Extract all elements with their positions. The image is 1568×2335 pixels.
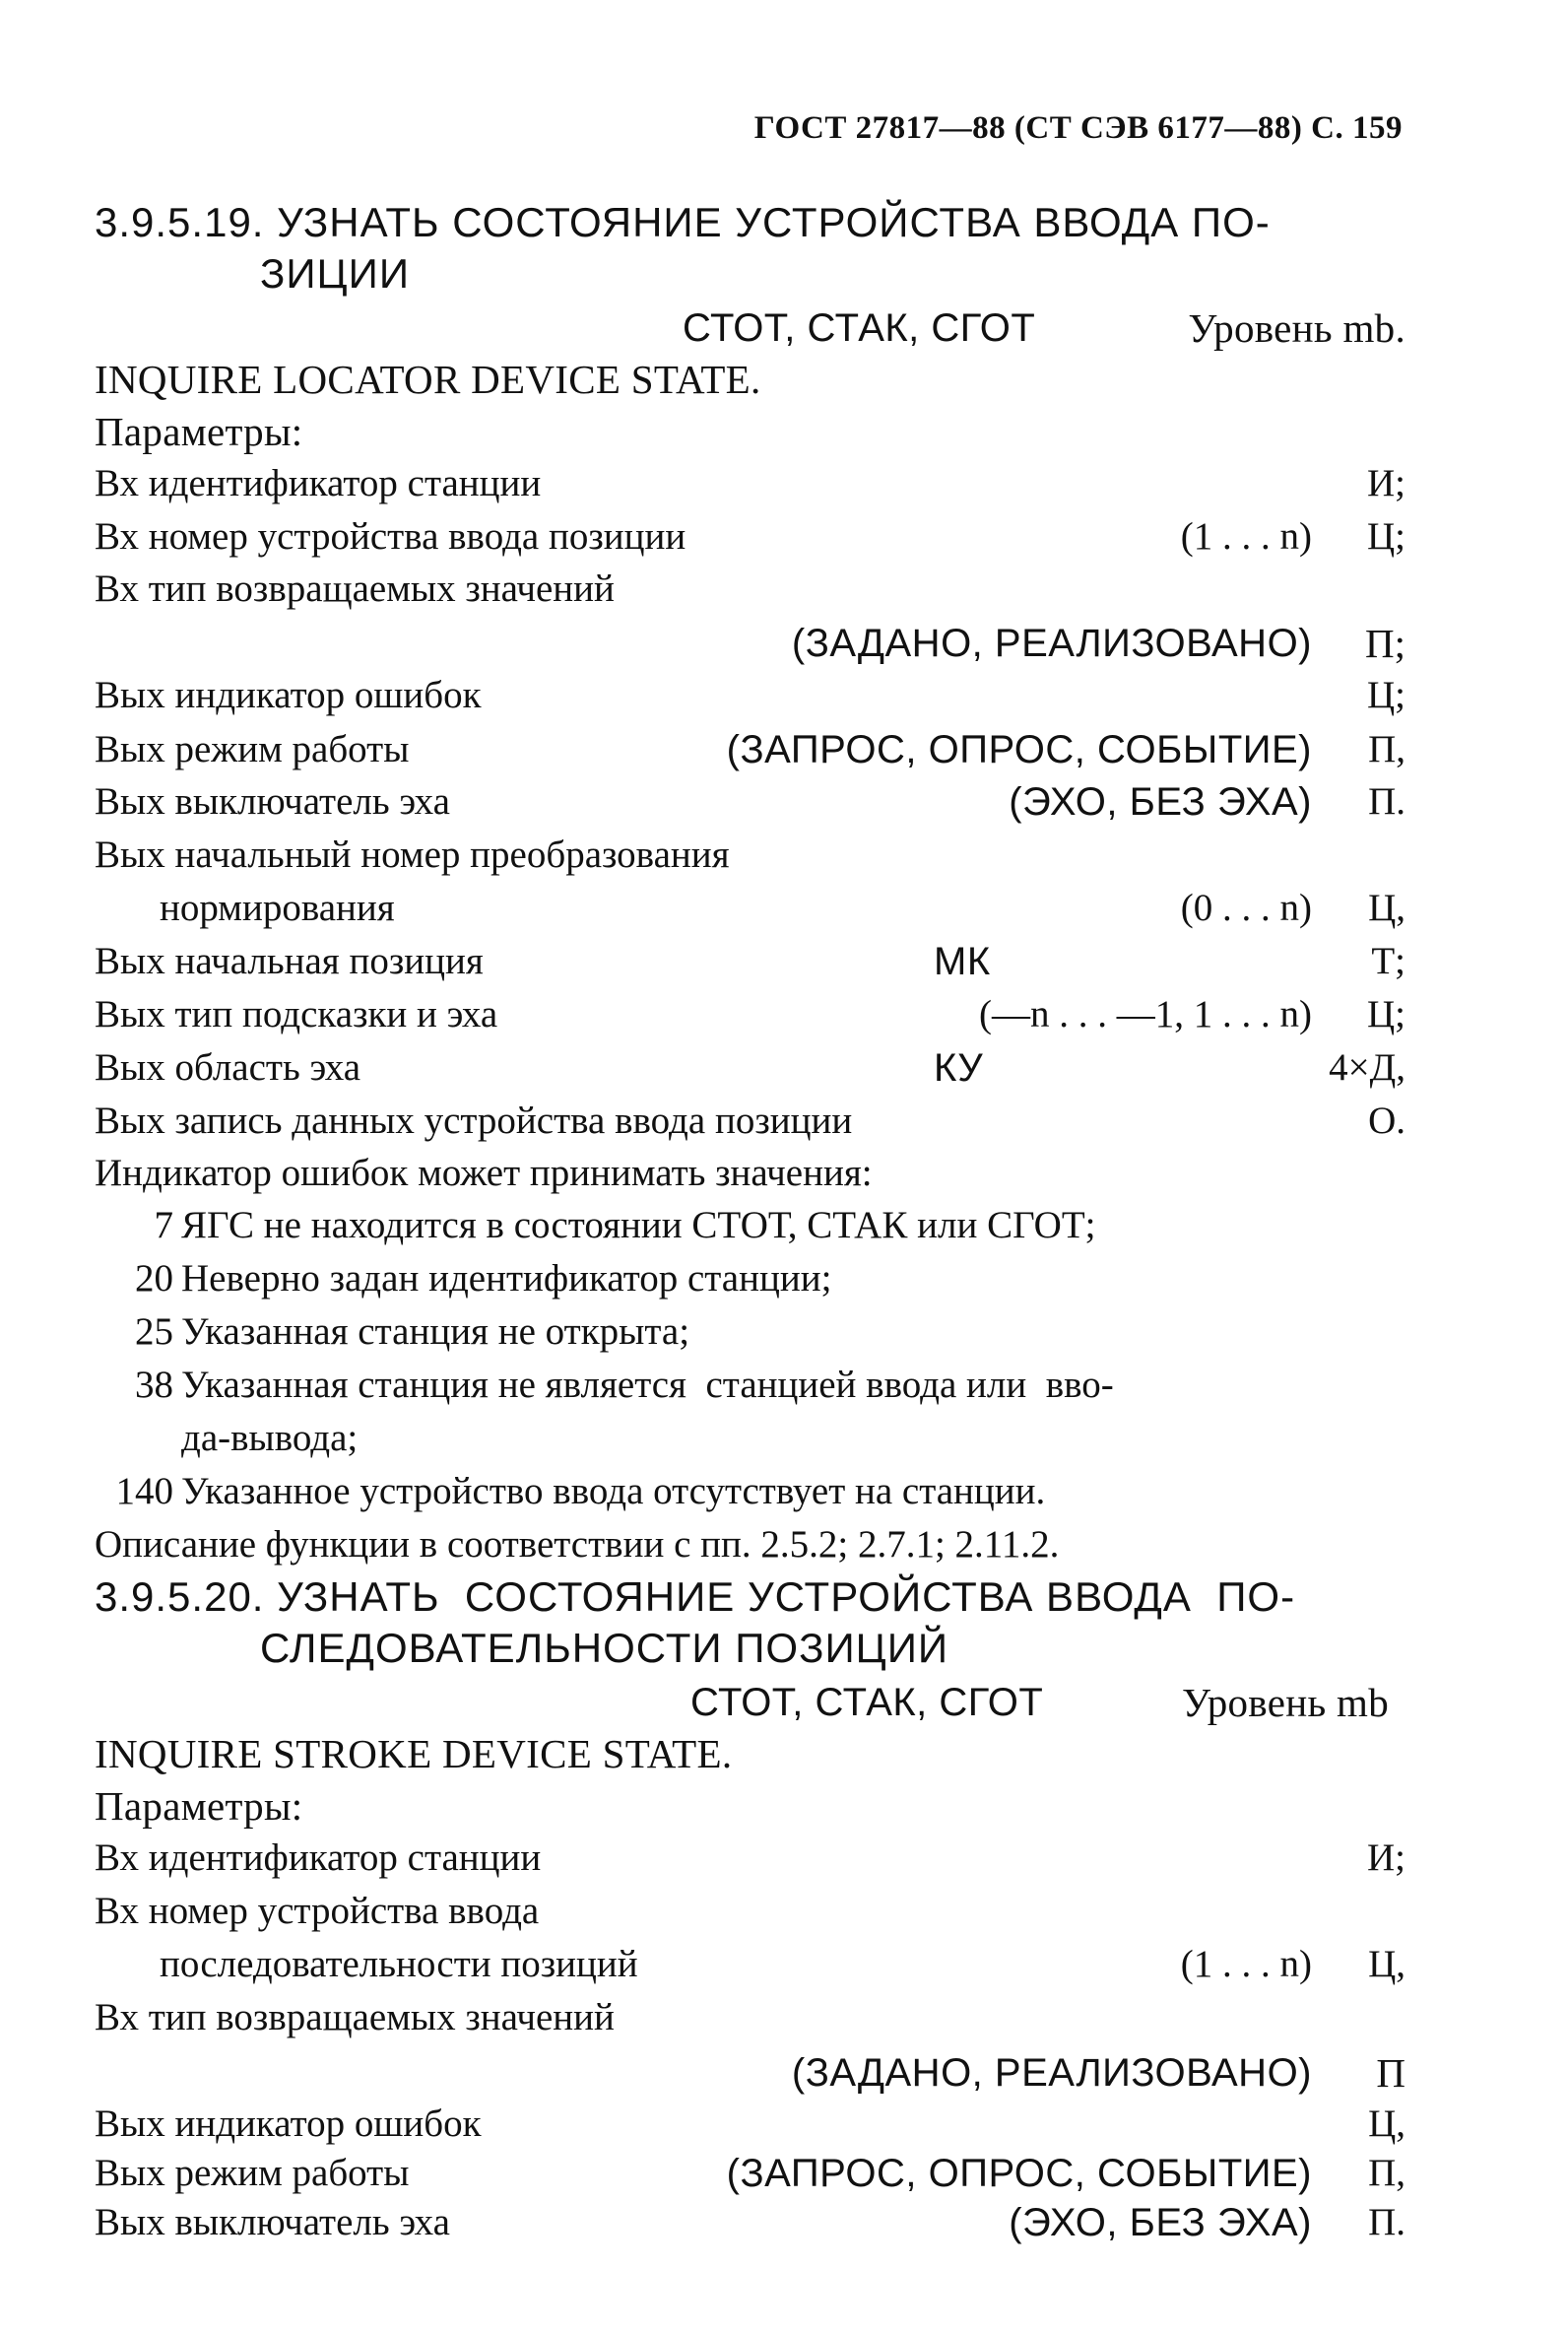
param-type: 4×Д, — [1329, 1046, 1405, 1089]
param-range: (ЗАПРОС, ОПРОС, СОБЫТИЕ) — [726, 728, 1312, 771]
section-level-line — [95, 1675, 1405, 1730]
section-heading-line — [95, 195, 1405, 250]
states-list: СТОТ, СТАК, СГОТ — [683, 306, 1036, 350]
param-row — [95, 934, 1405, 989]
param-row — [95, 668, 1405, 723]
param-row — [95, 774, 1405, 830]
param-row — [95, 562, 1405, 617]
params-label: Параметры: — [95, 409, 303, 454]
param-text: нормирования — [160, 887, 395, 929]
param-range: (1 . . . n) — [1180, 1943, 1312, 1985]
param-text: Вых тип подсказки и эха — [95, 993, 498, 1035]
param-row — [95, 2146, 1405, 2201]
english-name-line — [95, 1726, 1405, 1781]
param-text: Вх тип возвращаемых значений — [95, 1996, 615, 2038]
error-code: 140 — [115, 1470, 173, 1512]
param-text: Вых начальная позиция — [95, 940, 484, 982]
error-item — [95, 1304, 1405, 1360]
param-text: Вых режим работы — [95, 728, 410, 770]
params-label-line — [95, 1778, 1405, 1834]
param-range: (0 . . . n) — [1180, 887, 1312, 929]
page-header: ГОСТ 27817—88 (СТ СЭВ 6177—88) С. 159 — [753, 110, 1403, 146]
section-level-line — [95, 300, 1405, 356]
param-range: (ЭХО, БЕЗ ЭХА) — [1009, 780, 1312, 824]
param-type: Ц; — [1367, 674, 1405, 716]
param-type: Ц; — [1367, 993, 1405, 1035]
param-row — [95, 1990, 1405, 2045]
level-label: Уровень mb. — [1188, 305, 1405, 351]
section-heading-cont: СЛЕДОВАТЕЛЬНОСТИ ПОЗИЦИЙ — [260, 1625, 949, 1671]
params-label: Параметры: — [95, 1783, 303, 1829]
param-type: И; — [1367, 462, 1405, 504]
error-text: Указанное устройство ввода отсутствует на станции. — [181, 1470, 1046, 1512]
param-row — [95, 828, 1405, 883]
states-list: СТОТ, СТАК, СГОТ — [690, 1681, 1044, 1724]
param-text: Вых выключатель эха — [95, 2201, 450, 2243]
param-range: (ЗАДАНО, РЕАЛИЗОВАНО) — [791, 622, 1312, 665]
error-text: Неверно задан идентификатор станции; — [181, 1257, 832, 1300]
error-code: 20 — [135, 1257, 173, 1300]
error-item — [95, 1198, 1405, 1253]
param-row — [95, 2045, 1405, 2101]
param-range: (ЗАДАНО, РЕАЛИЗОВАНО) — [791, 2051, 1312, 2095]
param-row — [95, 987, 1405, 1042]
param-row — [95, 2195, 1405, 2250]
param-text: Вых начальный номер преобразования — [95, 834, 730, 876]
param-row — [95, 509, 1405, 565]
error-item-cont — [95, 1411, 1405, 1466]
param-range: (ЗАПРОС, ОПРОС, СОБЫТИЕ) — [726, 2152, 1312, 2195]
description-line — [95, 1517, 1405, 1572]
param-type: Ц, — [1368, 2102, 1405, 2145]
param-row — [95, 1094, 1405, 1149]
param-row — [95, 1040, 1405, 1096]
section-heading-cont: ЗИЦИИ — [260, 250, 410, 297]
error-item — [95, 1464, 1405, 1519]
param-text: Вых индикатор ошибок — [95, 674, 482, 716]
param-row — [95, 456, 1405, 511]
error-text: ЯГС не находится в состоянии СТОТ, СТАК или СГОТ; — [181, 1204, 1096, 1246]
param-row — [95, 2097, 1405, 2152]
error-text: Указанная станция не открыта; — [181, 1310, 690, 1353]
english-function-name: INQUIRE LOCATOR DEVICE STATE. — [95, 357, 761, 402]
section-heading: 3.9.5.19. УЗНАТЬ СОСТОЯНИЕ УСТРОЙСТВА ВВОДА ПО- — [95, 199, 1271, 245]
section-heading-line — [95, 246, 1405, 301]
param-text: Вых режим работы — [95, 2152, 410, 2194]
english-function-name: INQUIRE STROKE DEVICE STATE. — [95, 1731, 733, 1776]
error-item — [95, 1251, 1405, 1306]
errors-intro-line — [95, 1146, 1405, 1201]
param-text: Вых выключатель эха — [95, 780, 450, 823]
param-type: П. — [1368, 780, 1405, 823]
param-range: (1 . . . n) — [1180, 515, 1312, 558]
english-name-line — [95, 352, 1405, 407]
param-type: Т; — [1371, 940, 1405, 982]
error-code: 7 — [154, 1204, 173, 1246]
param-text: Вх номер устройства ввода — [95, 1890, 540, 1932]
param-row — [95, 1937, 1405, 1992]
param-type: П, — [1368, 728, 1405, 770]
errors-intro: Индикатор ошибок может принимать значения: — [95, 1152, 873, 1194]
param-type: И; — [1367, 1836, 1405, 1879]
param-range: МК — [934, 940, 991, 983]
param-type: П. — [1368, 2201, 1405, 2243]
param-type: Ц, — [1368, 887, 1405, 929]
param-type: П, — [1368, 2152, 1405, 2194]
param-text: Вх идентификатор станции — [95, 1836, 542, 1879]
error-code: 25 — [135, 1310, 173, 1353]
params-label-line — [95, 404, 1405, 459]
param-row — [95, 1884, 1405, 1939]
param-row — [95, 722, 1405, 777]
error-code: 38 — [135, 1364, 173, 1406]
param-text: Вх тип возвращаемых значений — [95, 567, 615, 610]
param-type: П — [1376, 2050, 1405, 2096]
param-row — [95, 1831, 1405, 1886]
function-description: Описание функции в соответствии с пп. 2.5.2; 2.7.1; 2.11.2. — [95, 1523, 1060, 1566]
error-item — [95, 1358, 1405, 1413]
param-text: Вх номер устройства ввода позиции — [95, 515, 686, 558]
param-text: последовательности позиций — [160, 1943, 638, 1985]
param-range: (ЭХО, БЕЗ ЭХА) — [1009, 2201, 1312, 2244]
param-text: Вых индикатор ошибок — [95, 2102, 482, 2145]
level-label: Уровень mb — [1181, 1680, 1389, 1725]
param-type: О. — [1368, 1100, 1405, 1142]
section-heading-line — [95, 1569, 1405, 1625]
param-range: КУ — [934, 1046, 984, 1090]
param-text: Вых область эха — [95, 1046, 361, 1089]
error-text: да-вывода; — [181, 1417, 359, 1459]
param-text: Вх идентификатор станции — [95, 462, 542, 504]
param-row — [95, 616, 1405, 671]
section-heading: 3.9.5.20. УЗНАТЬ СОСТОЯНИЕ УСТРОЙСТВА ВВОДА ПО- — [95, 1573, 1296, 1620]
section-heading-line — [95, 1621, 1405, 1676]
param-type: Ц; — [1367, 515, 1405, 558]
param-row — [95, 881, 1405, 936]
param-text: Вых запись данных устройства ввода позиции — [95, 1100, 853, 1142]
param-range: (—n . . . —1, 1 . . . n) — [979, 993, 1312, 1035]
param-type: Ц, — [1368, 1943, 1405, 1985]
param-type: П; — [1365, 621, 1405, 666]
error-text: Указанная станция не является станцией ввода или вво- — [181, 1364, 1114, 1406]
